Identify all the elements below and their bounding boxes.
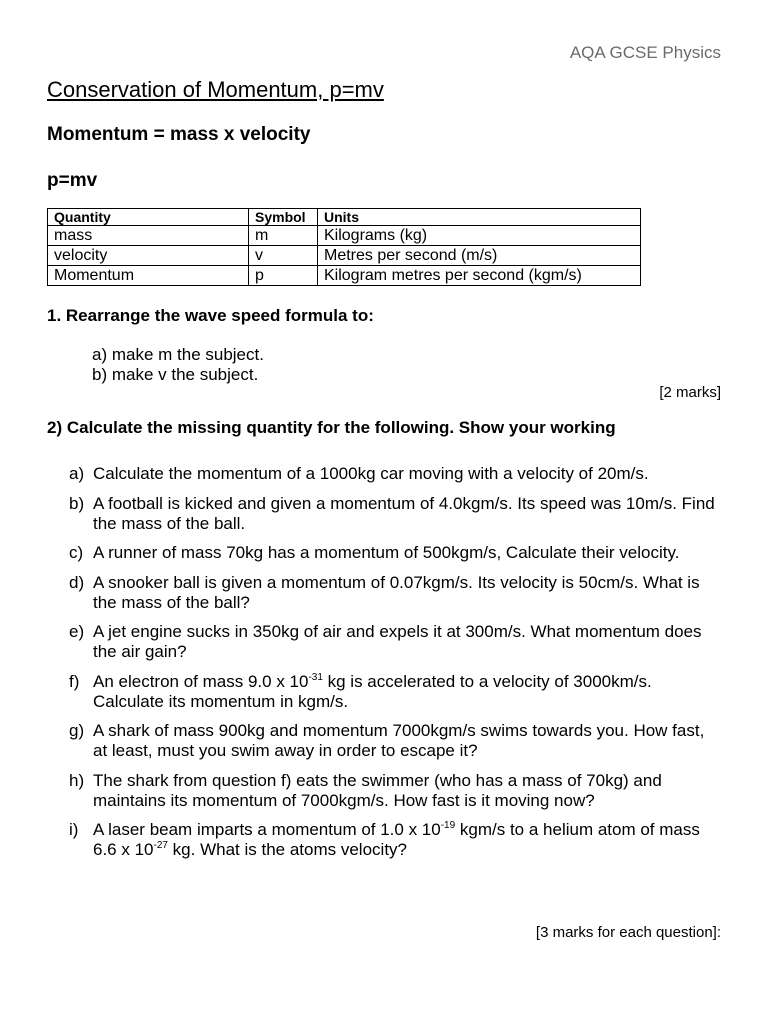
- course-header: AQA GCSE Physics: [569, 43, 721, 62]
- exponent: -27: [153, 840, 168, 851]
- item-label: e): [69, 622, 85, 641]
- item-label: h): [69, 770, 85, 790]
- list-item: [47, 721, 723, 761]
- item-text-pre: A laser beam imparts a momentum of 1.0 x 10: [93, 820, 441, 839]
- table-cell: Momentum: [48, 266, 249, 286]
- table-cell: velocity: [48, 246, 249, 266]
- table-row: [48, 246, 641, 266]
- item-text-pre: An electron of mass 9.0 x 10: [93, 671, 309, 691]
- item-label: g): [69, 721, 85, 740]
- question-2-heading: 2) Calculate the missing quantity for the following. Show your working: [47, 418, 616, 437]
- list-item: [47, 464, 723, 484]
- table-row: [48, 266, 641, 286]
- item-text-post: kg is accelerated to a velocity of 3000km/s. Calculate its momentum in kgm/s.: [93, 671, 652, 711]
- list-item: [47, 820, 723, 860]
- list-item: [47, 672, 723, 712]
- item-text-mid: kgm/s to a helium atom of mass 6.6 x 10: [93, 820, 700, 859]
- item-text: A runner of mass 70kg has a momentum of 500kgm/s, Calculate their velocity.: [93, 543, 680, 562]
- table-cell: Metres per second (m/s): [318, 246, 641, 266]
- item-text: Calculate the momentum of a 1000kg car moving with a velocity of 20m/s.: [93, 464, 649, 483]
- item-label: b): [69, 493, 85, 513]
- list-item: [47, 494, 723, 534]
- table-cell: m: [249, 226, 318, 246]
- item-text: A jet engine sucks in 350kg of air and expels it at 300m/s. What momentum does the air gain?: [93, 622, 702, 661]
- question-2-marks: [3 marks for each question]:: [535, 924, 721, 941]
- table-header-row: [48, 209, 641, 226]
- table-cell: Kilograms (kg): [318, 226, 641, 246]
- equation-symbols: p=mv: [47, 170, 98, 191]
- table-cell: Kilogram metres per second (kgm/s): [318, 266, 641, 286]
- list-item: [47, 573, 723, 613]
- item-label: d): [69, 572, 85, 592]
- table-header-units: Units: [318, 209, 641, 226]
- list-item: [47, 771, 723, 811]
- table-row: [48, 226, 641, 246]
- item-label: i): [69, 820, 79, 839]
- item-text: A shark of mass 900kg and momentum 7000kgm/s swims towards you. How fast, at least, must you swim away in order to escape it?: [93, 721, 705, 760]
- table-cell: p: [249, 266, 318, 286]
- equation-words: Momentum = mass x velocity: [47, 124, 311, 145]
- list-item: [47, 622, 723, 662]
- list-item: [47, 543, 723, 563]
- table-header-quantity: Quantity: [48, 209, 249, 226]
- item-text: A football is kicked and given a momentum of 4.0kgm/s. Its speed was 10m/s. Find the mass of the ball.: [93, 493, 715, 533]
- table-cell: mass: [48, 226, 249, 246]
- question-1-marks: [2 marks]: [659, 384, 721, 401]
- item-label: a): [69, 464, 85, 483]
- item-label: f): [69, 671, 80, 691]
- quantities-table: [47, 208, 641, 286]
- exponent: -19: [440, 820, 456, 831]
- item-text: A snooker ball is given a momentum of 0.07kgm/s. Its velocity is 50cm/s. What is the mass of the ball?: [93, 572, 700, 612]
- question-1-part-a: a) make m the subject.: [92, 345, 264, 364]
- item-label: c): [69, 543, 84, 562]
- table-header-symbol: Symbol: [249, 209, 318, 226]
- page-title: Conservation of Momentum, p=mv: [47, 77, 384, 102]
- question-1-heading: 1. Rearrange the wave speed formula to:: [47, 306, 374, 325]
- question-2-list: [47, 464, 723, 870]
- table-cell: v: [249, 246, 318, 266]
- exponent: -31: [308, 671, 323, 683]
- item-text-post: kg. What is the atoms velocity?: [167, 840, 407, 859]
- item-text: The shark from question f) eats the swimmer (who has a mass of 70kg) and maintains its momentum of 7000kgm/s. How fast is it moving now?: [93, 770, 662, 810]
- question-1-part-b: b) make v the subject.: [92, 365, 259, 384]
